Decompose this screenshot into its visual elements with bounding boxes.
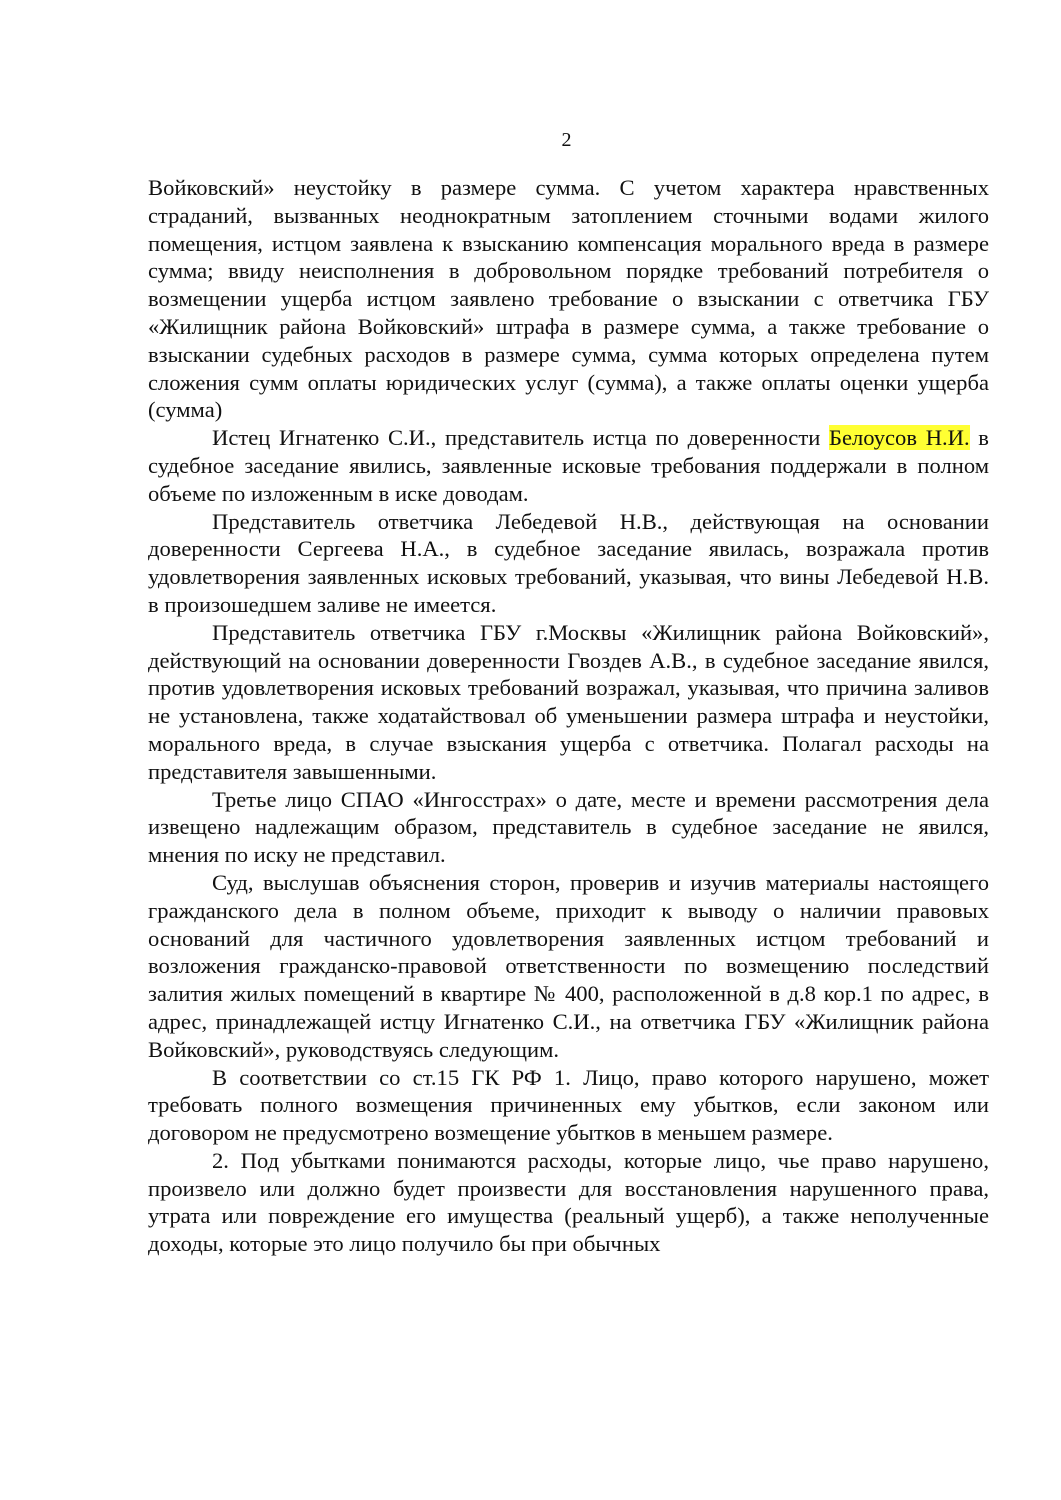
paragraph-defendant-gbu: Представитель ответчика ГБУ г.Москвы «Жилищник района Войковский», действующий на основании доверенности Гвоздев А.В., в судебное заседание явился, против удовлетворения исковых требований возражал, указывая, что причина заливов не установлена, также ходатайствовал об уменьшении размера штрафа и неустойки, морального вреда, в случае взыскания ущерба с ответчика. Полагал расходы на представителя завышенными. xyxy=(148,619,989,784)
paragraph-plaintiff xyxy=(148,424,989,507)
paragraph-third-party: Третье лицо СПАО «Ингосстрах» о дате, месте и времени рассмотрения дела извещено надлежащим образом, представитель в судебное заседание не явился, мнения по иску не представил. xyxy=(148,786,989,868)
highlighted-representative-name: Белоусов Н.И. xyxy=(829,425,970,451)
paragraph-plaintiff-text-after: в судебное заседание явились, заявленные исковые требования поддержали в полном объеме по изложенным в иске доводам. xyxy=(148,425,989,506)
paragraph-court-conclusion: Суд, выслушав объяснения сторон, проверив и изучив материалы настоящего гражданского дела в полном объеме, приходит к выводу о наличии правовых оснований для частичного удовлетворения заявленных истцом требований и возложения гражданско-правовой ответственности по возмещению последствий залития жилых помещений в квартире № 400, расположенной в д.8 кор.1 по адрес, в адрес, принадлежащей истцу Игнатенко С.И., на ответчика ГБУ «Жилищник района Войковский», руководствуясь следующим. xyxy=(148,869,989,1062)
paragraph-continuation: Войковский» неустойку в размере сумма. С учетом характера нравственных страданий, вызванных неоднократным затоплением сточными водами жилого помещения, истцом заявлена к взысканию компенсация морального вреда в размере сумма; ввиду неисполнения в добровольном порядке требований потребителя о возмещении ущерба истцом заявлено требование о взыскании с ответчика ГБУ «Жилищник района Войковский» штрафа в размере сумма, а также требование о взыскании судебных расходов в размере сумма, сумма которых определена путем сложения сумм оплаты юридических услуг (сумма), а также оплаты оценки ущерба (сумма) xyxy=(148,175,989,423)
paragraph-article-15-clause-1: В соответствии со ст.15 ГК РФ 1. Лицо, право которого нарушено, может требовать полного возмещения причиненных ему убытков, если законом или договором не предусмотрено возмещение убытков в меньшем размере. xyxy=(148,1064,989,1146)
paragraph-defendant-lebedeva: Представитель ответчика Лебедевой Н.В., действующая на основании доверенности Сергеева Н.А., в судебное заседание явилась, возражала против удовлетворения заявленных исковых требований, указывая, что вины Лебедевой Н.В. в произошедшем заливе не имеется. xyxy=(148,508,989,617)
page-number: 2 xyxy=(561,129,572,151)
document-body xyxy=(148,174,989,1258)
paragraph-article-15-clause-2: 2. Под убытками понимаются расходы, которые лицо, чье право нарушено, произвело или должно будет произвести для восстановления нарушенного права, утрата или повреждение его имущества (реальный ущерб), а также неполученные доходы, которые это лицо получило бы при обычных xyxy=(148,1147,989,1257)
paragraph-plaintiff-text-before: Истец Игнатенко С.И., представитель истца по доверенности xyxy=(212,425,829,451)
